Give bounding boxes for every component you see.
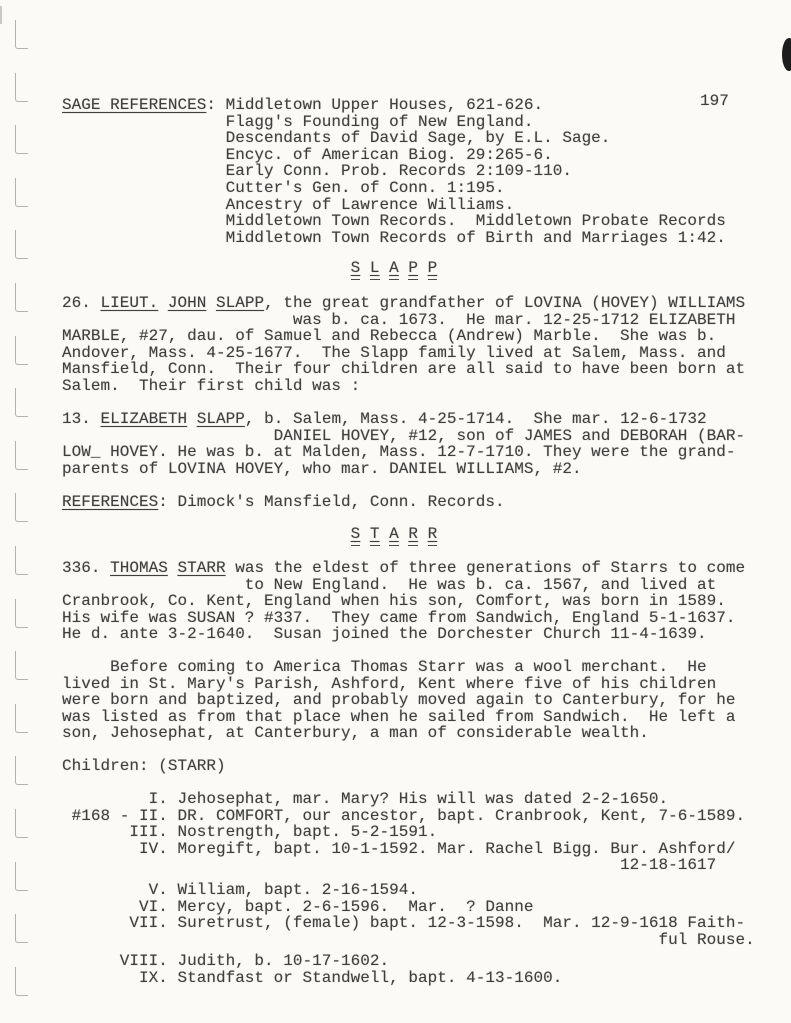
sage-references-line: Ancestry of Lawrence Williams. bbox=[62, 196, 515, 214]
entry-336-line: to New England. He was b. ca. 1567, and lived at bbox=[62, 576, 717, 594]
sage-references-line: Descendants of David Sage, by E.L. Sage. bbox=[62, 129, 611, 147]
page-number: 197 bbox=[700, 92, 729, 110]
binder-mark bbox=[15, 651, 28, 680]
entry-26-line: Salem. Their first child was : bbox=[62, 377, 361, 395]
starr-bio-line: were born and baptized, and probably moved again to Canterbury, for he bbox=[62, 691, 736, 709]
binder-mark bbox=[15, 914, 28, 943]
binder-mark bbox=[15, 599, 28, 628]
child-line: 12-18-1617 bbox=[62, 856, 717, 874]
sage-references-line: Encyc. of American Biog. 29:265-6. bbox=[62, 146, 553, 164]
binder-mark bbox=[15, 441, 28, 470]
entry-26-line: Andover, Mass. 4-25-1677. The Slapp family lived at Salem, Mass. and bbox=[62, 344, 726, 362]
child-line: #168 - II. DR. COMFORT, our ancestor, bapt. Cranbrook, Kent, 7-6-1589. bbox=[62, 807, 746, 825]
binder-mark bbox=[15, 336, 28, 365]
binder-mark bbox=[15, 20, 28, 49]
binder-mark bbox=[15, 704, 28, 733]
scan-edge-artifact bbox=[0, 6, 2, 24]
binder-mark bbox=[15, 862, 28, 891]
entry-336-line: 336. THOMAS STARR was the eldest of three generations of Starrs to come bbox=[62, 559, 746, 577]
binder-mark bbox=[15, 73, 28, 102]
child-line: V. William, bapt. 2-16-1594. bbox=[62, 881, 418, 899]
entry-26-line: MARBLE, #27, dau. of Samuel and Rebecca (Andrew) Marble. She was b. bbox=[62, 327, 717, 345]
entry-13-line: parents of LOVINA HOVEY, who mar. DANIEL WILLIAMS, #2. bbox=[62, 460, 582, 478]
binder-mark bbox=[15, 388, 28, 417]
binder-mark bbox=[15, 546, 28, 575]
binder-mark bbox=[15, 230, 28, 259]
child-line: VI. Mercy, bapt. 2-6-1596. Mar. ? Danne bbox=[62, 898, 534, 916]
starr-bio-line: was listed as from that place when he sailed from Sandwich. He left a bbox=[62, 708, 736, 726]
entry-13-line: LOW_ HOVEY. He was b. at Malden, Mass. 12-7-1710. They were the grand- bbox=[62, 443, 736, 461]
entry-26-line: 26. LIEUT. JOHN SLAPP, the great grandfather of LOVINA (HOVEY) WILLIAMS bbox=[62, 294, 746, 312]
child-line: VIII. Judith, b. 10-17-1602. bbox=[62, 952, 390, 970]
sage-references-line: Flagg's Founding of New England. bbox=[62, 113, 534, 131]
references-line: REFERENCES: Dimock's Mansfield, Conn. Records. bbox=[62, 493, 505, 511]
entry-336-line: He d. ante 3-2-1640. Susan joined the Dorchester Church 11-4-1639. bbox=[62, 625, 707, 643]
child-line: IV. Moregift, bapt. 10-1-1592. Mar. Rachel Bigg. Bur. Ashford/ bbox=[62, 840, 736, 858]
child-line: I. Jehosephat, mar. Mary? His will was dated 2-2-1650. bbox=[62, 790, 669, 808]
sage-references-line: Middletown Town Records. Middletown Probate Records bbox=[62, 212, 726, 230]
entry-336-line: His wife was SUSAN ? #337. They came from Sandwich, England 5-1-1637. bbox=[62, 609, 736, 627]
child-line: IX. Standfast or Standwell, bapt. 4-13-1600. bbox=[62, 969, 563, 987]
binder-mark bbox=[15, 493, 28, 522]
entry-26-line: Mansfield, Conn. Their four children are all said to have been born at bbox=[62, 360, 746, 378]
section-heading-starr: S T A R R bbox=[62, 526, 437, 543]
section-heading-slapp: S L A P P bbox=[62, 260, 437, 277]
starr-bio-line: Before coming to America Thomas Starr was a wool merchant. He bbox=[62, 658, 707, 676]
binder-mark bbox=[15, 178, 28, 207]
child-line: VII. Suretrust, (female) bapt. 12-3-1598. Mar. 12-9-1618 Faith- bbox=[62, 914, 746, 932]
binder-mark bbox=[15, 125, 28, 154]
binder-mark bbox=[15, 967, 28, 996]
sage-references-line: Early Conn. Prob. Records 2:109-110. bbox=[62, 162, 572, 180]
sage-references-line: Cutter's Gen. of Conn. 1:195. bbox=[62, 179, 505, 197]
binder-mark bbox=[15, 756, 28, 785]
starr-bio-line: son, Jehosephat, at Canterbury, a man of considerable wealth. bbox=[62, 724, 649, 742]
binder-mark bbox=[15, 809, 28, 838]
entry-336-line: Cranbrook, Co. Kent, England when his son, Comfort, was born in 1589. bbox=[62, 592, 726, 610]
child-line: ful Rouse. bbox=[62, 931, 755, 949]
child-line: III. Nostrength, bapt. 5-2-1591. bbox=[62, 823, 438, 841]
scan-blob bbox=[782, 38, 791, 71]
entry-13-line: 13. ELIZABETH SLAPP, b. Salem, Mass. 4-25-1714. She mar. 12-6-1732 bbox=[62, 410, 707, 428]
sage-references-line: SAGE REFERENCES: Middletown Upper Houses, 621-626. bbox=[62, 96, 544, 114]
starr-bio-line: lived in St. Mary's Parish, Ashford, Kent where five of his children bbox=[62, 675, 717, 693]
entry-26-line: was b. ca. 1673. He mar. 12-25-1712 ELIZABETH bbox=[62, 311, 736, 329]
entry-13-line: DANIEL HOVEY, #12, son of JAMES and DEBORAH (BAR- bbox=[62, 427, 746, 445]
binder-mark bbox=[15, 283, 28, 312]
children-heading: Children: (STARR) bbox=[62, 757, 226, 775]
sage-references-line: Middletown Town Records of Birth and Marriages 1:42. bbox=[62, 229, 726, 247]
